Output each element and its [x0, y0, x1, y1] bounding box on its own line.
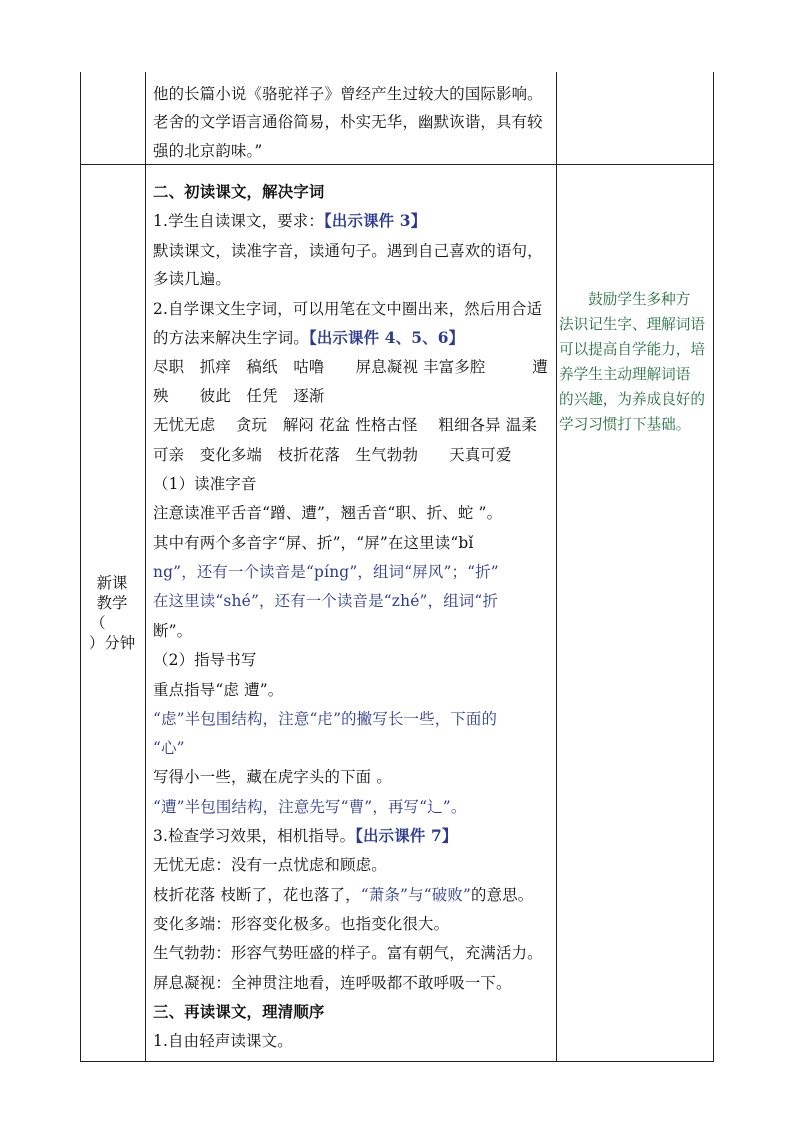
pronunciation-line-2: 其中有两个多音字“屏、折”，“屏”在这里读“bǐ [153, 534, 474, 552]
section-label [80, 573, 144, 653]
writing-line-3 [153, 738, 185, 758]
word-list-1: 尽职 抓痒 稿纸 咕噜 屏息凝视 丰富多腔 遭 [153, 358, 548, 376]
section-label-line-3: （ [90, 614, 106, 632]
heading-second-reading [153, 1002, 325, 1022]
step-2-line-1: 2.自学课文生字词，可以用笔在文中圈出来，然后用合适 [153, 300, 543, 318]
sub-heading-writing: （2）指导书写 [153, 651, 257, 669]
pronunciation-line-5: 断”。 [153, 622, 193, 640]
heading-first-reading-text: 二、初读课文，解决字词 [153, 183, 325, 201]
step-1-detail-1: 默读课文，读准字音，读通句子。遇到自己喜欢的语句， [153, 242, 543, 260]
pronunciation-line-3 [153, 562, 499, 582]
definition-4: 生气勃勃：形容气势旺盛的样子。富有朝气，充满活力。 [153, 944, 543, 962]
section-label-line-2: 教学 [96, 594, 128, 612]
step-4: 1.自由轻声读课文。 [153, 1032, 293, 1050]
table-right-border [713, 72, 714, 1061]
pronunciation-line-4 [153, 591, 498, 611]
step-1-courseware-ref: 【出示课件 3】 [324, 212, 427, 230]
step-1-text: 1.学生自读课文，要求： [153, 212, 324, 230]
teaching-note [557, 287, 713, 437]
note-line-4: 养学生主动理解词语 [559, 366, 691, 383]
definition-2-start: 枝折花落 枝断了，花也落了， [153, 886, 361, 904]
step-2-courseware-ref: 【出示课件 4、5、6】 [308, 329, 465, 347]
step-3-courseware-ref: 【出示课件 7】 [355, 827, 458, 845]
definition-2-quote: “萧条”与“破败” [360, 886, 472, 904]
step-1-detail-2: 多读几遍。 [153, 270, 231, 288]
word-list-4: 可亲 变化多端 枝折花落 生气勃勃 天真可爱 [153, 446, 512, 464]
definition-3: 变化多端：形容变化极多。也指变化很大。 [153, 915, 450, 933]
table-label-column-divider [145, 72, 146, 1061]
intro-line-3: 强的北京韵味。” [153, 142, 263, 160]
section-label-line-1: 新课 [96, 574, 128, 592]
section-label-line-4: ）分钟 [88, 634, 136, 652]
table-note-column-divider [556, 72, 557, 1061]
note-line-3: 可以提高自学能力，培 [559, 341, 705, 358]
step-3-text: 3.检查学习效果，相机指导。 [153, 827, 356, 845]
table-bottom-border [80, 1061, 714, 1062]
writing-line-5 [153, 797, 466, 817]
definition-1: 无忧无虑：没有一点忧虑和顾虑。 [153, 856, 387, 874]
note-line-6: 学习习惯打下基础。 [559, 416, 691, 433]
writing-line-1: 重点指导“虑 遭”。 [153, 681, 284, 699]
writing-line-5-text: “遭”半包围结构，注意先写“曹”，再写“辶”。 [153, 798, 467, 816]
writing-line-4: 写得小一些，藏在虎字头的下面 。 [153, 768, 392, 786]
note-line-2: 法识记生字、理解词语 [559, 316, 705, 333]
pronunciation-line-1: 注意读准平舌音“蹭、遭”，翘舌音“职、折、蛇 ”。 [153, 504, 503, 522]
pronunciation-line-4-text: 在这里读“shé”，还有一个读音是“zhé”，组词“折 [153, 592, 499, 610]
writing-line-3-text: “心” [153, 739, 185, 757]
step-3 [153, 826, 457, 846]
word-list-3: 无忧无虑 贪玩 解闷 花盆 性格古怪 粗细各异 温柔 [153, 416, 538, 434]
step-2-text: 的方法来解决生字词。 [153, 329, 309, 347]
intro-line-2: 老舍的文学语言通俗简易，朴实无华，幽默诙谐，具有较 [153, 113, 543, 131]
writing-line-2-text: “虑”半包围结构，注意“虍”的撇写长一些，下面的 [153, 710, 498, 728]
sub-heading-pronunciation: （1）读准字音 [153, 475, 257, 493]
intro-line-1: 他的长篇小说《骆驼祥子》曾经产生过较大的国际影响。 [153, 85, 543, 103]
definition-2-end: 的意思。 [471, 886, 534, 904]
note-line-1: 鼓励学生多种方 [559, 291, 691, 308]
definition-2 [153, 885, 533, 905]
heading-first-reading [153, 182, 325, 202]
step-2-line-2 [153, 328, 464, 348]
step-1 [153, 211, 426, 231]
table-row-divider [80, 164, 714, 165]
writing-line-2 [153, 709, 497, 729]
word-list-2: 殃 彼此 任凭 逐渐 [153, 387, 325, 405]
definition-5: 屏息凝视：全神贯注地看，连呼吸都不敢呼吸一下。 [153, 974, 512, 992]
heading-second-reading-text: 三、再读课文，理清顺序 [153, 1003, 325, 1021]
note-line-5: 的兴趣，为养成良好的 [559, 391, 705, 408]
pronunciation-line-3-text: ng”，还有一个读音是“píng”，组词“屏风”；“折” [153, 563, 499, 581]
table-left-border [80, 72, 81, 1061]
